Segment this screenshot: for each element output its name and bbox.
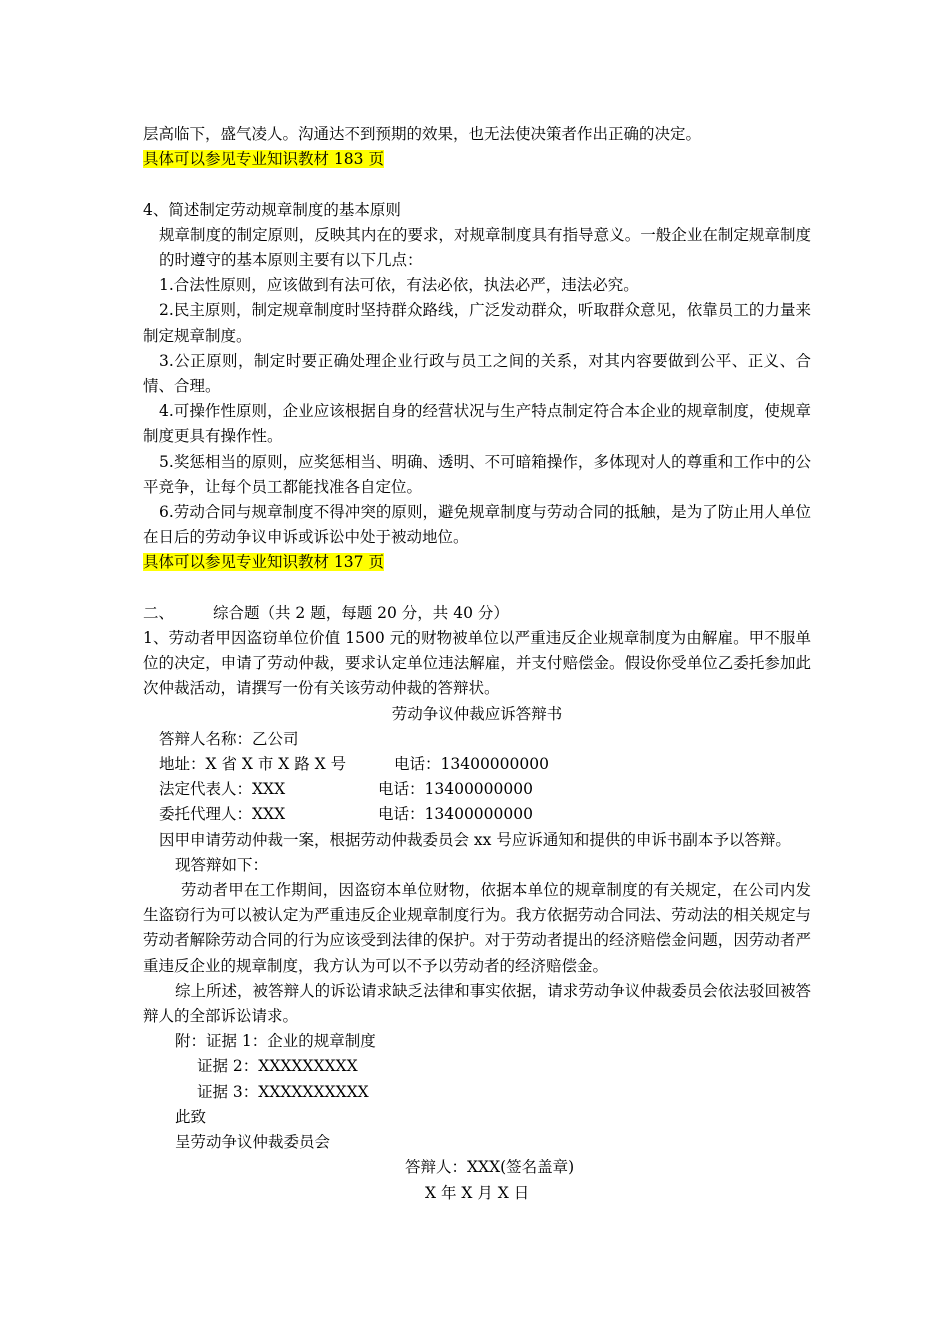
principle-item: 4.可操作性原则，企业应该根据自身的经营状况与生产特点制定符合本企业的规章制度，使规章制度更具有操作性。 <box>143 402 811 446</box>
principle-item: 6.劳动合同与规章制度不得冲突的原则，避免规章制度与劳动合同的抵触，是为了防止用人单位在日后的劳动争议申诉或诉讼中处于被动地位。 <box>143 503 811 547</box>
paragraph-lead: 现答辩如下： <box>175 855 269 874</box>
agent-line: 委托代理人：XXX 电话：13400000000 <box>159 805 533 824</box>
principle-item: 3.公正原则，制定时要正确处理企业行政与员工之间的关系，对其内容要做到公平、正义、合情、合理。 <box>143 351 811 396</box>
highlighted-reference: 具体可以参见专业知识教材 183 页 <box>143 150 384 169</box>
legal-rep-line: 法定代表人：XXX 电话：13400000000 <box>159 780 533 799</box>
signature-line: 答辩人：XXX(签名盖章) <box>405 1158 575 1177</box>
attachment-line: 附：证据 1：企业的规章制度 <box>175 1032 376 1051</box>
principle-item: 2.民主原则，制定规章制度时坚持群众路线，广泛发动群众，听取群众意见，依靠员工的力量来制定规章制度。 <box>143 301 811 345</box>
address-line: 地址：X 省 X 市 X 路 X 号 电话：13400000000 <box>159 755 549 774</box>
section-heading: 二、 综合题（共 2 题，每题 20 分，共 40 分） <box>143 603 509 622</box>
reply-title: 劳动争议仲裁应诉答辩书 <box>391 704 563 723</box>
attachment-line: 证据 3：XXXXXXXXXX <box>197 1082 369 1101</box>
paragraph: 因甲申请劳动仲裁一案，根据劳动仲裁委员会 xx 号应诉通知和提供的申诉书副本予以答辩。 <box>159 830 791 849</box>
respondent-name: 答辩人名称：乙公司 <box>159 729 299 748</box>
principle-item: 1.合法性原则，应该做到有法可依，有法必依，执法必严，违法必究。 <box>159 276 639 295</box>
highlighted-reference: 具体可以参见专业知识教材 137 页 <box>143 553 384 572</box>
principle-item: 5.奖惩相当的原则，应奖惩相当、明确、透明、不可暗箱操作，多体现对人的尊重和工作中的公平竞争，让每个员工都能找准各自定位。 <box>143 452 811 496</box>
paragraph: 综上所述，被答辩人的诉讼请求缺乏法律和事实依据，请求劳动争议仲裁委员会依法驳回被答辩人的全部诉讼请求。 <box>143 981 811 1026</box>
paragraph: 劳动者甲在工作期间，因盗窃本单位财物，依据本单位的规章制度的有关规定，在公司内发生盗窃行为可以被认定为严重违反企业规章制度行为。我方依据劳动合同法、劳动法的相关规定与劳动者解除劳动合同的行为应该受到法律的保护。对于劳动者提出的经济赔偿金问题，因劳动者严重违反企业的规章制度，我方认为可以不予以劳动者的经济赔偿金。 <box>143 881 811 975</box>
document-page <box>143 122 811 1206</box>
attachment-line: 证据 2：XXXXXXXXX <box>197 1057 358 1076</box>
date-line: X 年 X 月 X 日 <box>425 1183 530 1202</box>
question-text: 1、劳动者甲因盗窃单位价值 1500 元的财物被单位以严重违反企业规章制度为由解雇。甲不服单位的决定，申请了劳动仲裁，要求认定单位违法解雇，并支付赔偿金。假设你受单位乙委托参加此次仲裁活动，请撰写一份有关该劳动仲裁的答辩状。 <box>143 629 811 698</box>
paragraph-intro: 规章制度的制定原则，反映其内在的要求，对规章制度具有指导意义。一般企业在制定规章制度的时遵守的基本原则主要有以下几点： <box>159 225 811 269</box>
salutation: 此致 <box>175 1107 207 1126</box>
recipient: 呈劳动争议仲裁委员会 <box>175 1133 331 1152</box>
text-line: 层高临下，盛气凌人。沟通达不到预期的效果，也无法使决策者作出正确的决定。 <box>143 125 702 143</box>
question-title: 4、简述制定劳动规章制度的基本原则 <box>143 200 401 219</box>
